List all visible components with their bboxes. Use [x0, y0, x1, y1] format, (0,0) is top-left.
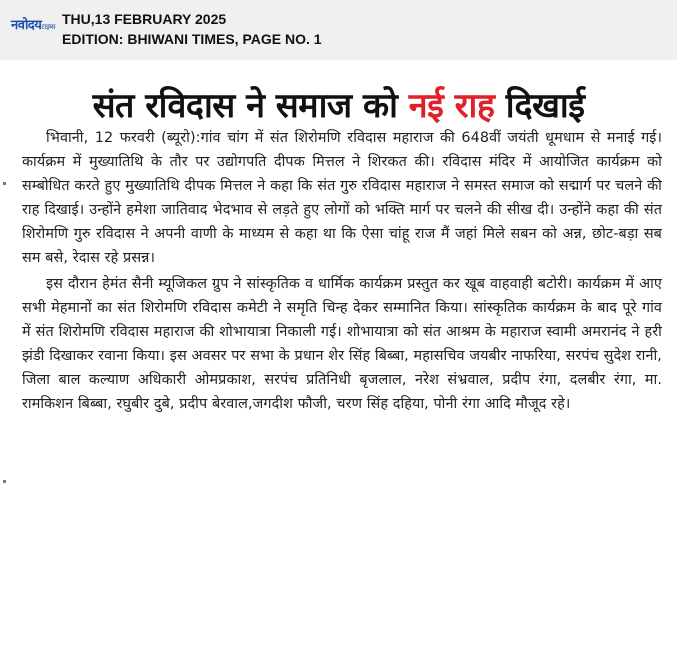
clipping-edge-mark	[3, 480, 6, 483]
edition-info	[62, 9, 322, 49]
headline-highlight: नई राह	[408, 86, 495, 126]
edition-page-label: EDITION: BHIWANI TIMES, PAGE NO. 1	[62, 31, 322, 47]
article-headline	[0, 84, 677, 128]
newspaper-logo	[11, 15, 55, 33]
headline-text-part2: दिखाई	[494, 86, 585, 126]
article-paragraph: भिवानी, 12 फरवरी (ब्यूरो):गांव चांग में संत शिरोमणि रविदास महाराज की 648वीं जयंती धूमधाम से मनाई गई। कार्यक्रम में मुख्यातिथि के तौर पर उद्योगपति दीपक मित्तल ने शिरकत की। रविदास मंदिर में आयोजित कार्यक्रम को सम्बोधित करते हुए मुख्यातिथि दीपक मित्तल ने कहा कि संत गुरु रविदास महाराज ने समस्त समाज को सद्मार्ग पर चलने की राह दिखाई। उन्होंने हमेशा जातिवाद भेदभाव से लड़ते हुए लोगों को भक्ति मार्ग पर चलने की सीख दी। उन्होंने कहा की संत शिरोमणि गुरु रविदास ने अपनी वाणी के माध्यम से कहा था कि ऐसा चांहू राज मैं जहां मिले सबन को अन्न, छोट-बड़ा सब सम बसे, रेदास रहे प्रसन्न।	[22, 130, 662, 267]
publication-date: THU,13 FEBRUARY 2025	[62, 11, 227, 27]
headline-text-part1: संत रविदास ने समाज को	[92, 86, 409, 126]
clipping-edge-mark	[3, 182, 6, 185]
article-paragraph: इस दौरान हेमंत सैनी म्यूजिकल ग्रुप ने सांस्कृतिक व धार्मिक कार्यक्रम प्रस्तुत कर खूब वाहवाही बटोरी। कार्यक्रम में आए सभी मेहमानों का संत शिरोमणि रविदास कमेटी ने समृति चिन्ह देकर सम्मानित किया। सांस्कृतिक कार्यक्रम के बाद पूरे गांव में संत शिरोमणि रविदास महाराज की शोभायात्रा निकाली गई। शोभायात्रा को संत आश्रम के महाराज स्वामी अमरानंद ने हरी झंडी दिखाकर रवाना किया। इस अवसर पर सभा के प्रधान शेर सिंह बिब्बा, महासचिव जयबीर नाफरिया, सरपंच सुदेश रानी, जिला बाल कल्याण अधिकारी ओमप्रकाश, सरपंच प्रतिनिधी बृजलाल, नरेश संभ्रवाल, प्रदीप रंगा, दलबीर रंगा, मा. रामकिशन बिब्बा, रघुबीर दुबे, प्रदीप बेरवाल,जगदीश फौजी, चरण सिंह दहिया, पोनी रंगा आदि मौजूद रहे।	[22, 275, 662, 413]
masthead	[0, 0, 677, 60]
logo-sub-text: टाइम्स	[41, 23, 56, 31]
logo-main-text: नवोदय	[11, 18, 42, 33]
article-clipping	[0, 60, 677, 672]
article-body	[22, 126, 662, 416]
